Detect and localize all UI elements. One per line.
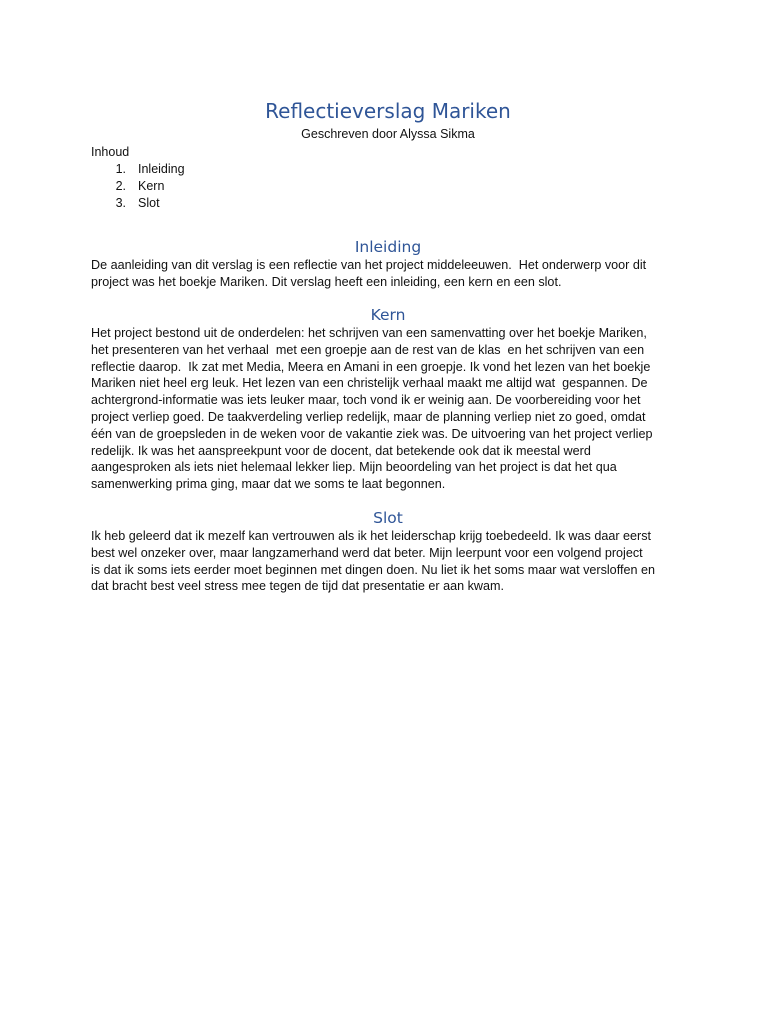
text-line: achtergrond-informatie was iets leuker maar, toch vond ik er weinig aan. De voorbereiding voor het	[91, 393, 641, 408]
toc-item-label: Kern	[138, 178, 165, 193]
text-line: project verliep goed. De taakverdeling verliep redelijk, maar de planning verliep niet zo goed, omdat	[91, 409, 646, 424]
toc-item-number: 2.	[115, 178, 126, 193]
text-line: reflectie daarop. Ik zat met Media, Meera en Amani in een groepje. Ik vond het lezen van het boekje	[91, 359, 651, 374]
toc-item	[91, 161, 685, 178]
toc-heading: Inhoud	[91, 145, 130, 159]
section-heading-inleiding: Inleiding	[354, 238, 422, 257]
toc-item-number: 3.	[115, 195, 126, 210]
toc-item	[91, 178, 685, 195]
text-line: Mariken niet heel erg leuk. Het lezen van een christelijk verhaal maakt me altijd wat gespannen. De	[91, 376, 648, 391]
toc-item-number: 1.	[115, 162, 126, 176]
section-heading-slot: Slot	[373, 508, 403, 527]
text-line: samenwerking prima ging, maar dat we soms te laat begonnen.	[91, 477, 446, 492]
section-body-inleiding	[91, 257, 685, 291]
text-line: aangesproken als iets niet helemaal lekker liep. Mijn beoordeling van het project is dat het qua	[91, 460, 617, 475]
section-heading-kern: Kern	[370, 305, 406, 324]
text-line: dat bracht best veel stress mee tegen de tijd dat presentatie er aan kwam.	[91, 579, 505, 594]
text-line: De aanleiding van dit verslag is een reflectie van het project middeleeuwen. Het onderwerp voor dit	[91, 258, 647, 273]
document-subtitle: Geschreven door Alyssa Sikma	[301, 127, 475, 141]
text-line: project was het boekje Mariken. Dit verslag heeft een inleiding, een kern en een slot.	[91, 275, 562, 290]
text-line: redelijk. Ik was het aanspreekpunt voor de docent, dat betekende ook dat ik meestal werd	[91, 443, 591, 458]
table-of-contents	[91, 144, 685, 211]
text-line: is dat ik soms iets eerder moet beginnen met dingen doen. Nu liet ik het soms maar wat versloffen en	[91, 562, 655, 577]
text-line: één van de groepsleden in de weken voor de vakantie ziek was. De uitvoering van het project verliep	[91, 426, 653, 441]
toc-item-label: Inleiding	[138, 162, 185, 176]
toc-list	[91, 161, 685, 211]
toc-item-label: Slot	[138, 195, 160, 210]
document-title: Reflectieverslag Mariken	[265, 99, 511, 123]
document-page	[91, 96, 685, 595]
text-line: Het project bestond uit de onderdelen: het schrijven van een samenvatting over het boekje Mariken,	[91, 325, 647, 340]
section-body-kern	[91, 325, 685, 493]
toc-item	[91, 195, 685, 212]
text-line: Ik heb geleerd dat ik mezelf kan vertrouwen als ik het leiderschap krijg toebedeeld. Ik was daar eerst	[91, 528, 652, 543]
section-body-slot	[91, 528, 685, 595]
text-line: best wel onzeker over, maar langzamerhand werd dat beter. Mijn leerpunt voor een volgend project	[91, 545, 643, 560]
text-line: het presenteren van het verhaal met een groepje aan de rest van de klas en het schrijven van een	[91, 342, 645, 357]
